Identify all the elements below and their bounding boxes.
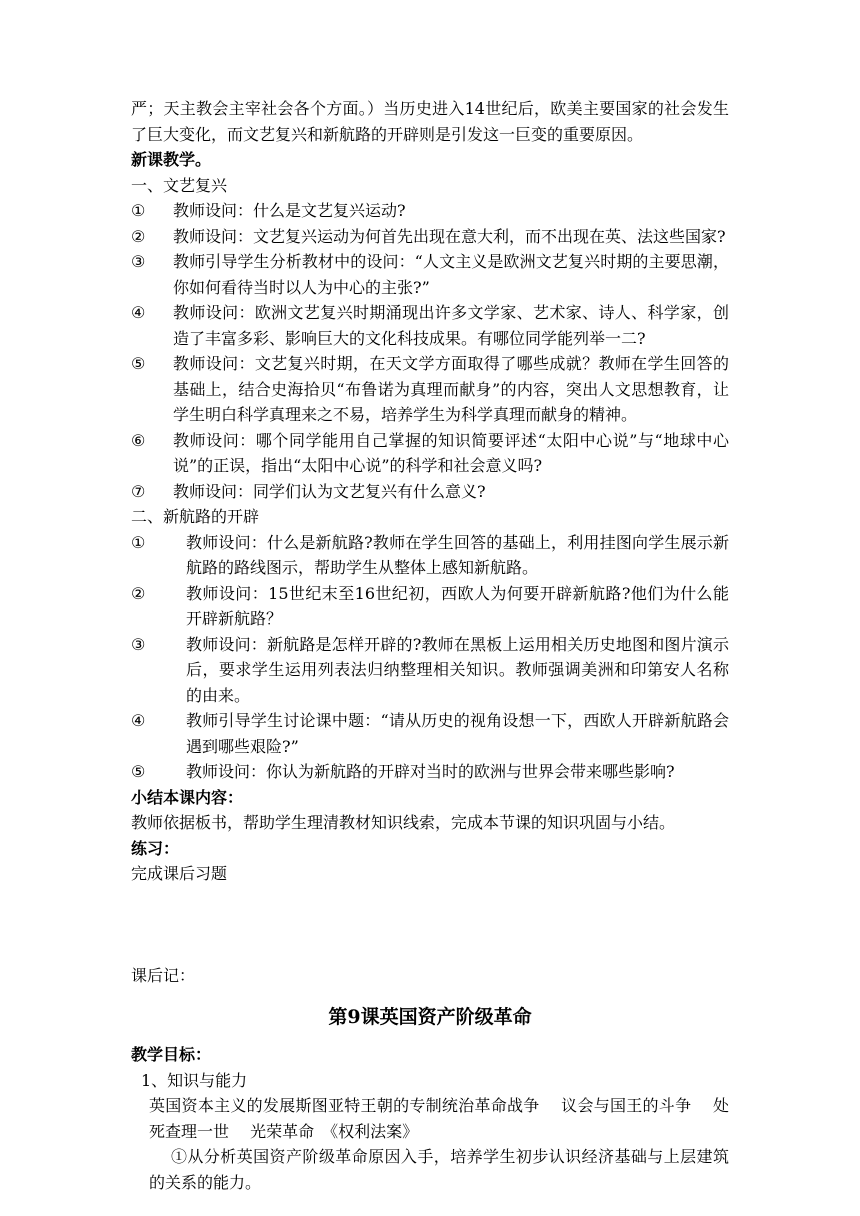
item-number: ⑤ xyxy=(131,354,146,373)
item-text: 教师设问：新航路是怎样开辟的?教师在黑板上运用相关历史地图和图片演示后，要求学生运用列表法归纳整理相关知识。教师强调美洲和印第安人名称的由来。 xyxy=(186,634,729,705)
list-item xyxy=(131,249,729,300)
list-item xyxy=(131,759,729,785)
item-text: 教师设问：15世纪末至16世纪初，西欧人为何要开辟新航路?他们为什么能开辟新航路？ xyxy=(186,583,729,628)
intro-paragraph: 严；天主教会主宰社会各个方面。）当历史进入14世纪后，欧美主要国家的社会发生了巨大变化，而文艺复兴和新航路的开辟则是引发这一巨变的重要原因。 xyxy=(131,99,729,144)
item-number: ③ xyxy=(131,252,146,271)
item-number: ⑤ xyxy=(131,762,146,781)
spacer xyxy=(131,887,729,963)
item-text: 教师设问：什么是文艺复兴运动? xyxy=(173,201,406,220)
new-lesson-heading: 新课教学。 xyxy=(131,150,212,169)
section2-heading: 二、新航路的开辟 xyxy=(131,507,260,526)
after-class-notes: 课后记： xyxy=(131,965,196,985)
list-item xyxy=(131,300,729,351)
section1-list xyxy=(131,198,729,504)
practice-text: 完成课后习题 xyxy=(131,864,228,883)
item-text: 教师设问：同学们认为文艺复兴有什么意义? xyxy=(173,481,486,501)
item-number: ② xyxy=(131,226,146,246)
list-item xyxy=(131,632,729,709)
item-number: ③ xyxy=(131,634,146,654)
item-number: ⑥ xyxy=(131,430,146,450)
item-number: ④ xyxy=(131,711,146,730)
list-item xyxy=(131,708,729,759)
summary-heading: 小结本课内容： xyxy=(131,787,244,807)
ability-goal-line: ①从分析英国资产阶级革命原因入手，培养学生初步认识经济基础与上层建筑的关系的能力。 xyxy=(149,1147,729,1192)
teaching-goals-heading: 教学目标： xyxy=(131,1045,212,1064)
item-text: 教师设问：什么是新航路?教师在学生回答的基础上，利用挂图向学生展示新航路的路线图示，帮助学生从整体上感知新航路。 xyxy=(186,532,729,577)
keywords-line: 英国资本主义的发展斯图亚特王朝的专制统治革命战争 议会与国王的斗争 处死查理一世 光荣革命 《权利法案》 xyxy=(149,1096,729,1141)
item-text: 教师引导学生分析教材中的设问：“人文主义是欧洲文艺复兴时期的主要思潮，你如何看待当时以人为中心的主张?” xyxy=(173,252,729,297)
lesson-title: 第9课英国资产阶级革命 xyxy=(328,1006,532,1028)
knowledge-ability-heading: 1、知识与能力 xyxy=(141,1070,248,1090)
list-item xyxy=(131,428,729,479)
item-text: 教师设问：哪个同学能用自己掌握的知识简要评述“太阳中心说”与“地球中心说”的正误，指出“太阳中心说”的科学和社会意义吗? xyxy=(173,430,729,475)
item-text: 教师设问：你认为新航路的开辟对当时的欧洲与世界会带来哪些影响? xyxy=(186,762,675,781)
summary-text: 教师依据板书，帮助学生理清教材知识线索，完成本节课的知识巩固与小结。 xyxy=(131,813,676,832)
list-item xyxy=(131,198,729,224)
list-item xyxy=(131,581,729,632)
list-item xyxy=(131,479,729,505)
list-item xyxy=(131,224,729,250)
item-number: ② xyxy=(131,583,146,603)
item-text: 教师设问：欧洲文艺复兴时期涌现出许多文学家、艺术家、诗人、科学家，创造了丰富多彩、影响巨大的文化科技成果。有哪位同学能列举一二? xyxy=(173,303,729,348)
document-body xyxy=(131,96,729,1195)
item-text: 教师设问：文艺复兴时期，在天文学方面取得了哪些成就？教师在学生回答的基础上，结合史海拾贝“布鲁诺为真理而献身”的内容，突出人文思想教育，让学生明白科学真理来之不易，培养学生为科学真理而献身的精神。 xyxy=(173,354,729,424)
list-item xyxy=(131,351,729,428)
section2-list xyxy=(131,530,729,785)
item-number: ④ xyxy=(131,303,146,322)
item-number: ① xyxy=(131,201,146,220)
item-number: ⑦ xyxy=(131,481,146,501)
practice-heading: 练习： xyxy=(131,838,180,858)
item-text: 教师引导学生讨论课中题：“请从历史的视角设想一下，西欧人开辟新航路会遇到哪些艰险?” xyxy=(186,711,729,756)
item-number: ① xyxy=(131,532,146,552)
section1-heading: 一、文艺复兴 xyxy=(131,175,228,195)
item-text: 教师设问：文艺复兴运动为何首先出现在意大利，而不出现在英、法这些国家? xyxy=(173,226,726,246)
list-item xyxy=(131,530,729,581)
